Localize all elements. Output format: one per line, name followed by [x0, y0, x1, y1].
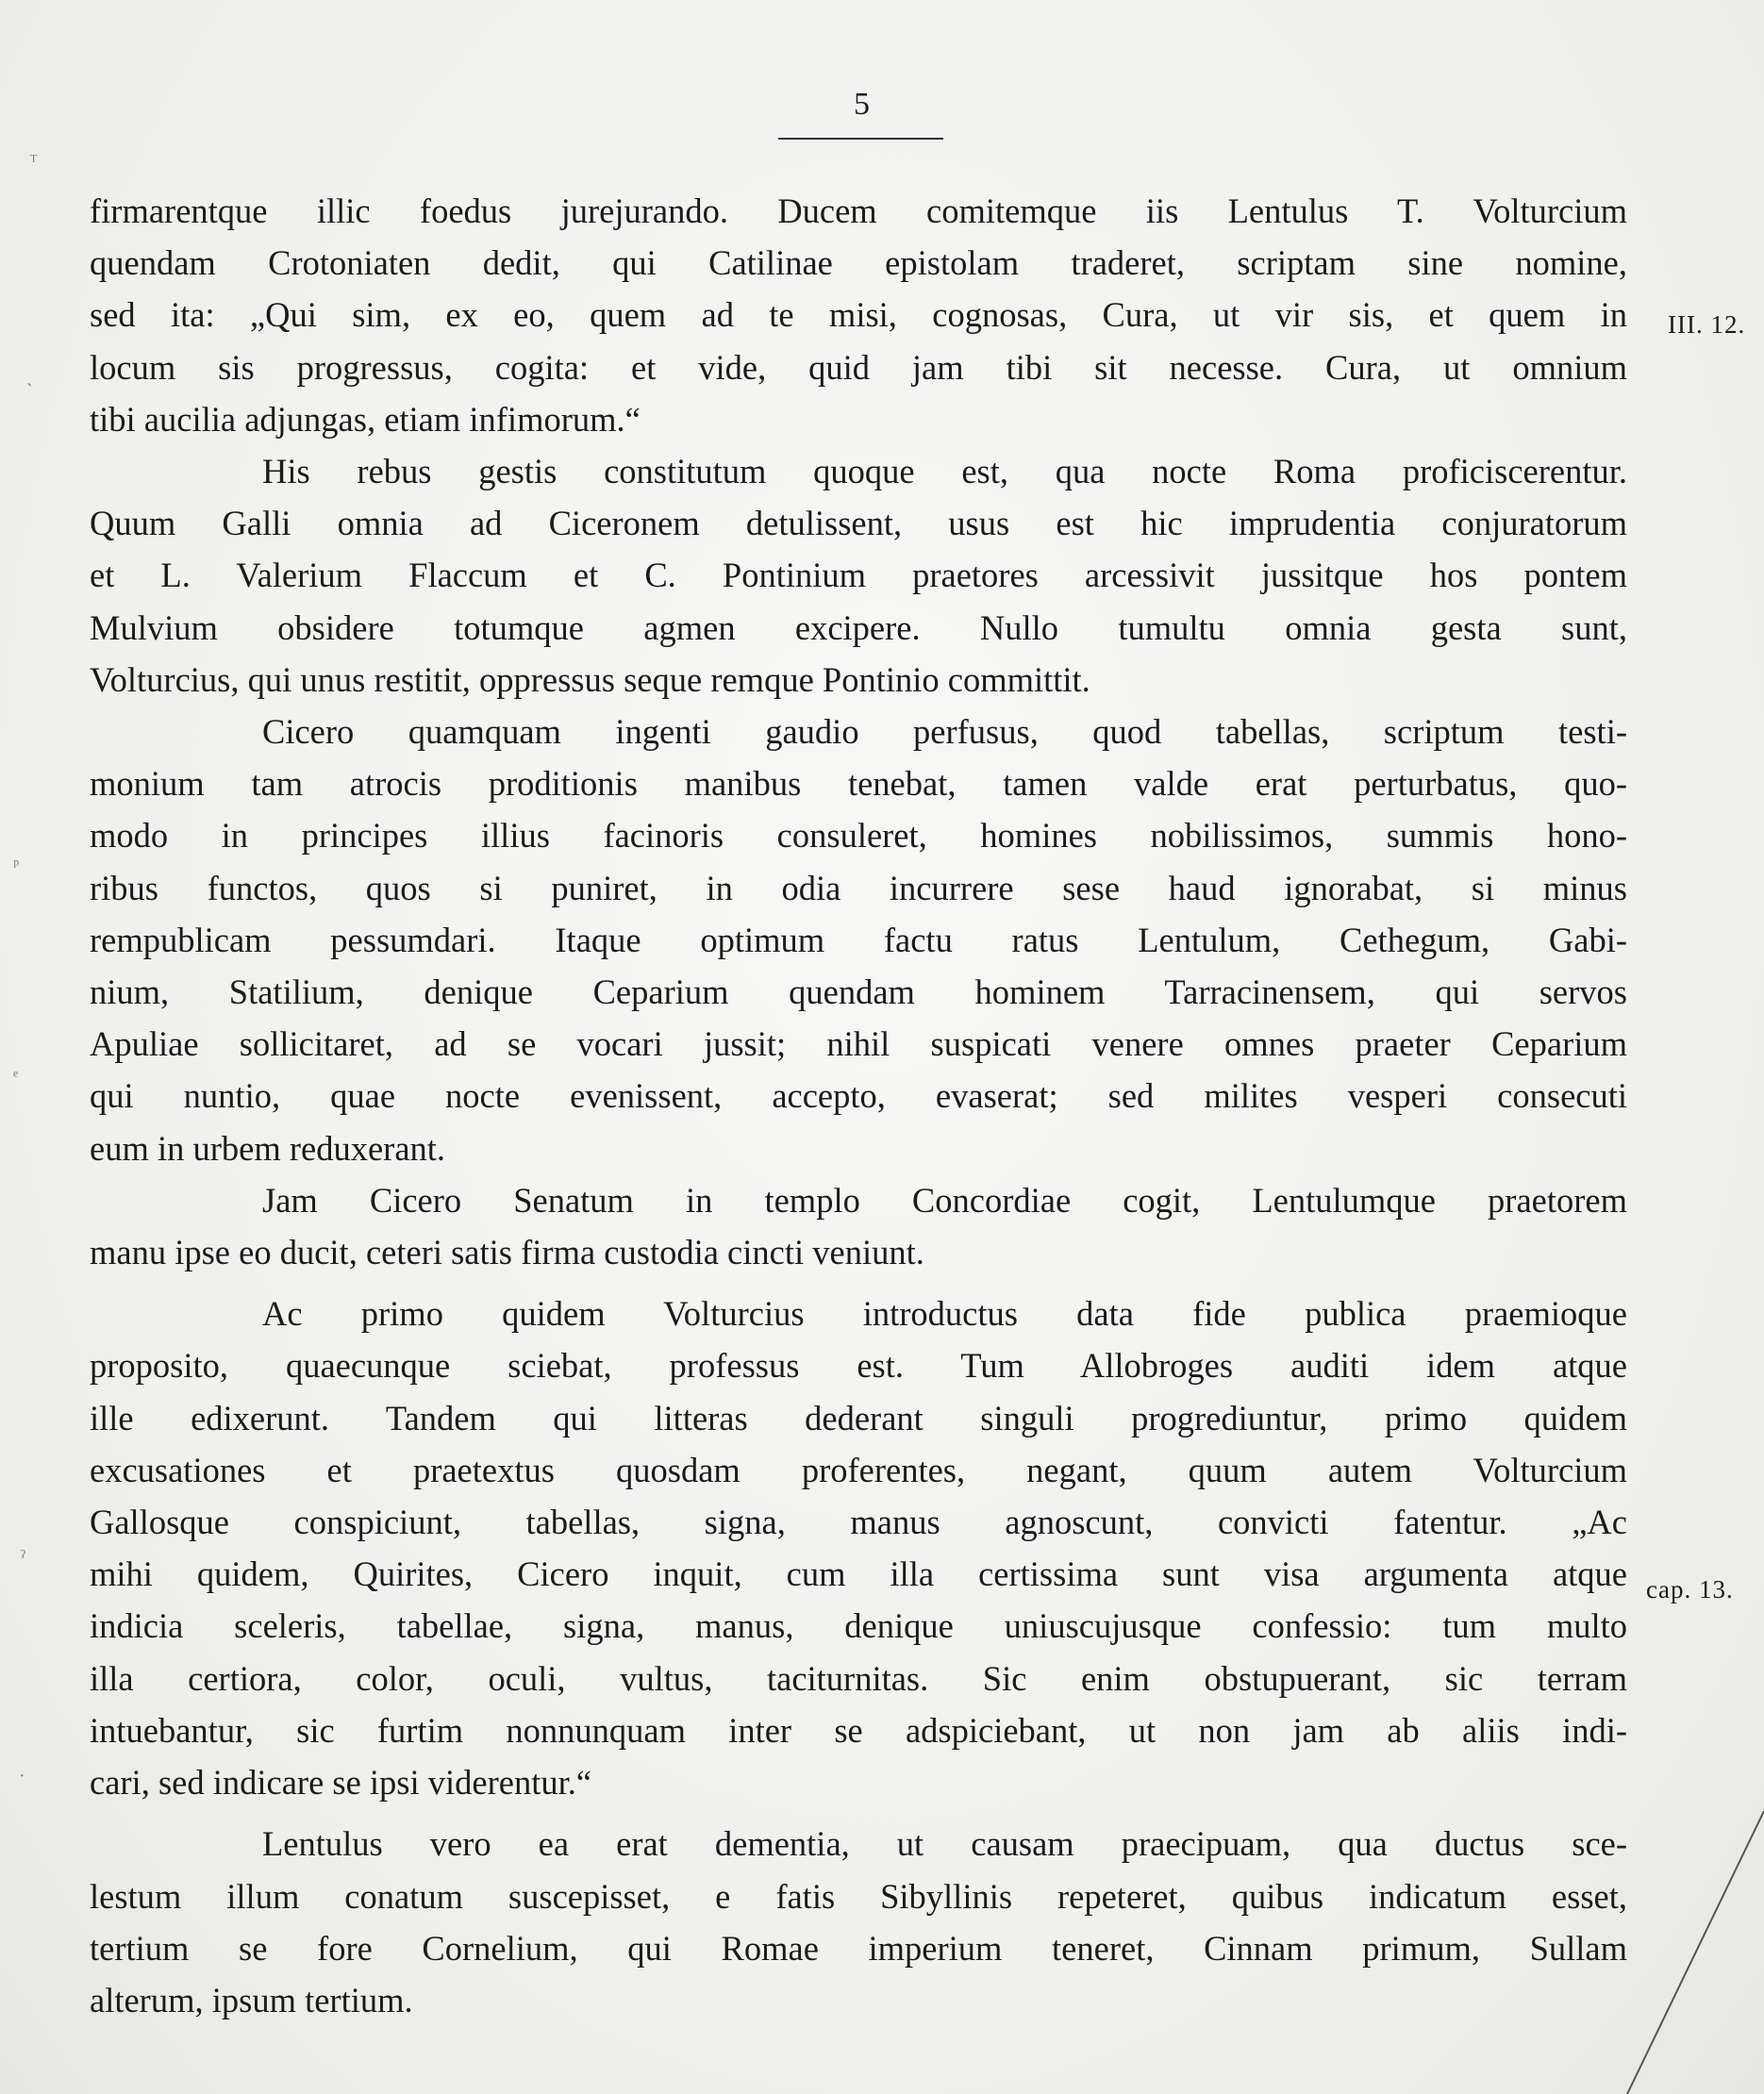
text-line: proposito, quaecunque sciebat, professus est. Tum Allobroges auditi idem atque [90, 1346, 1627, 1386]
text-line: tertium se fore Cornelium, qui Romae imperium teneret, Cinnam primum, Sullam [90, 1928, 1627, 1968]
page-number-rule [778, 138, 943, 140]
text-line: Quum Galli omnia ad Ciceronem detulissent, usus est hic imprudentia conjuratorum [90, 504, 1627, 543]
text-line: Gallosque conspiciunt, tabellas, signa, manus agnoscunt, convicti fatentur. „Ac [90, 1503, 1627, 1542]
text-line: modo in principes illius facinoris consuleret, homines nobilissimos, summis hono- [90, 816, 1627, 856]
text-line: Mulvium obsidere totumque agmen excipere. Nullo tumultu omnia gesta sunt, [90, 607, 1627, 647]
paragraph [90, 1288, 1627, 1808]
margin-mark: ᵀ [30, 151, 38, 172]
text-line: His rebus gestis constitutum quoque est, qua nocte Roma proficiscerentur. [262, 452, 1627, 491]
paragraph [90, 185, 1627, 445]
text-line: Lentulus vero ea erat dementia, ut causam praecipuam, qua ductus sce- [262, 1824, 1627, 1864]
margin-mark: · [19, 1766, 25, 1787]
margin-mark: ˀ [21, 1547, 25, 1568]
text-line: Ac primo quidem Volturcius introductus data fide publica praemioque [262, 1294, 1627, 1334]
margin-note-iii-12: III. 12. [1668, 310, 1746, 339]
text-line: cari, sed indicare se ipsi viderentur.“ [90, 1763, 592, 1803]
text-line: Volturcius, qui unus restitit, oppressus seque remque Pontinio committit. [90, 659, 1090, 699]
margin-mark: ᵖ [13, 855, 20, 875]
paragraph [90, 1174, 1627, 1278]
paragraph [90, 706, 1627, 1174]
text-line: tibi aucilia adjungas, etiam infimorum.“ [90, 399, 641, 439]
text-line: locum sis progressus, cogita: et vide, quid jam tibi sit necesse. Cura, ut omnium [90, 347, 1627, 387]
text-line: sed ita: „Qui sim, ex eo, quem ad te misi, cognosas, Cura, ut vir sis, et quem in [90, 295, 1627, 335]
text-line: alterum, ipsum tertium. [90, 1980, 413, 2019]
text-line: mihi quidem, Quirites, Cicero inquit, cum illa certissima sunt visa argumenta atque [90, 1554, 1627, 1594]
text-line: eum in urbem reduxerant. [90, 1128, 446, 1168]
text-line: ille edixerunt. Tandem qui litteras dederant singuli progrediuntur, primo quidem [90, 1398, 1627, 1438]
margin-note-cap-13: cap. 13. [1646, 1575, 1734, 1604]
paragraph [90, 1818, 1627, 2026]
text-line: manu ipse eo ducit, ceteri satis firma custodia cincti veniunt. [90, 1233, 924, 1272]
text-line: indicia sceleris, tabellae, signa, manus, denique uniuscujusque confessio: tum multo [90, 1606, 1627, 1646]
text-line: qui nuntio, quae nocte evenissent, accepto, evaserat; sed milites vesperi consecuti [90, 1076, 1627, 1116]
text-line: quendam Crotoniaten dedit, qui Catilinae epistolam traderet, scriptam sine nomine, [90, 243, 1627, 283]
margin-mark: ᵉ [13, 1066, 19, 1087]
text-line: illa certiora, color, oculi, vultus, taciturnitas. Sic enim obstupuerant, sic terram [90, 1658, 1627, 1698]
text-line: et L. Valerium Flaccum et C. Pontinium praetores arcessivit jussitque hos pontem [90, 556, 1627, 595]
page-number: 5 [854, 87, 871, 122]
text-line: firmarentque illic foedus jurejurando. Ducem comitemque iis Lentulus T. Volturcium [90, 191, 1627, 230]
page-edge-line [1604, 1811, 1764, 2094]
text-line: excusationes et praetextus quosdam proferentes, negant, quum autem Volturcium [90, 1450, 1627, 1489]
margin-mark: ˏ [26, 366, 33, 387]
text-line: Jam Cicero Senatum in templo Concordiae cogit, Lentulumque praetorem [262, 1180, 1627, 1220]
paragraph [90, 445, 1627, 706]
text-line: nium, Statilium, denique Ceparium quendam hominem Tarracinensem, qui servos [90, 972, 1627, 1012]
text-line: monium tam atrocis proditionis manibus tenebat, tamen valde erat perturbatus, quo- [90, 764, 1627, 804]
body-text [90, 185, 1627, 2026]
text-line: Cicero quamquam ingenti gaudio perfusus, quod tabellas, scriptum testi- [262, 712, 1627, 752]
text-line: lestum illum conatum suscepisset, e fatis Sibyllinis repeteret, quibus indicatum esset, [90, 1876, 1627, 1916]
text-line: rempublicam pessumdari. Itaque optimum factu ratus Lentulum, Cethegum, Gabi- [90, 920, 1627, 959]
text-line: Apuliae sollicitaret, ad se vocari jussit; nihil suspicati venere omnes praeter Ceparium [90, 1024, 1627, 1064]
text-line: intuebantur, sic furtim nonnunquam inter se adspiciebant, ut non jam ab aliis indi- [90, 1710, 1627, 1750]
text-line: ribus functos, quos si puniret, in odia incurrere sese haud ignorabat, si minus [90, 868, 1627, 907]
